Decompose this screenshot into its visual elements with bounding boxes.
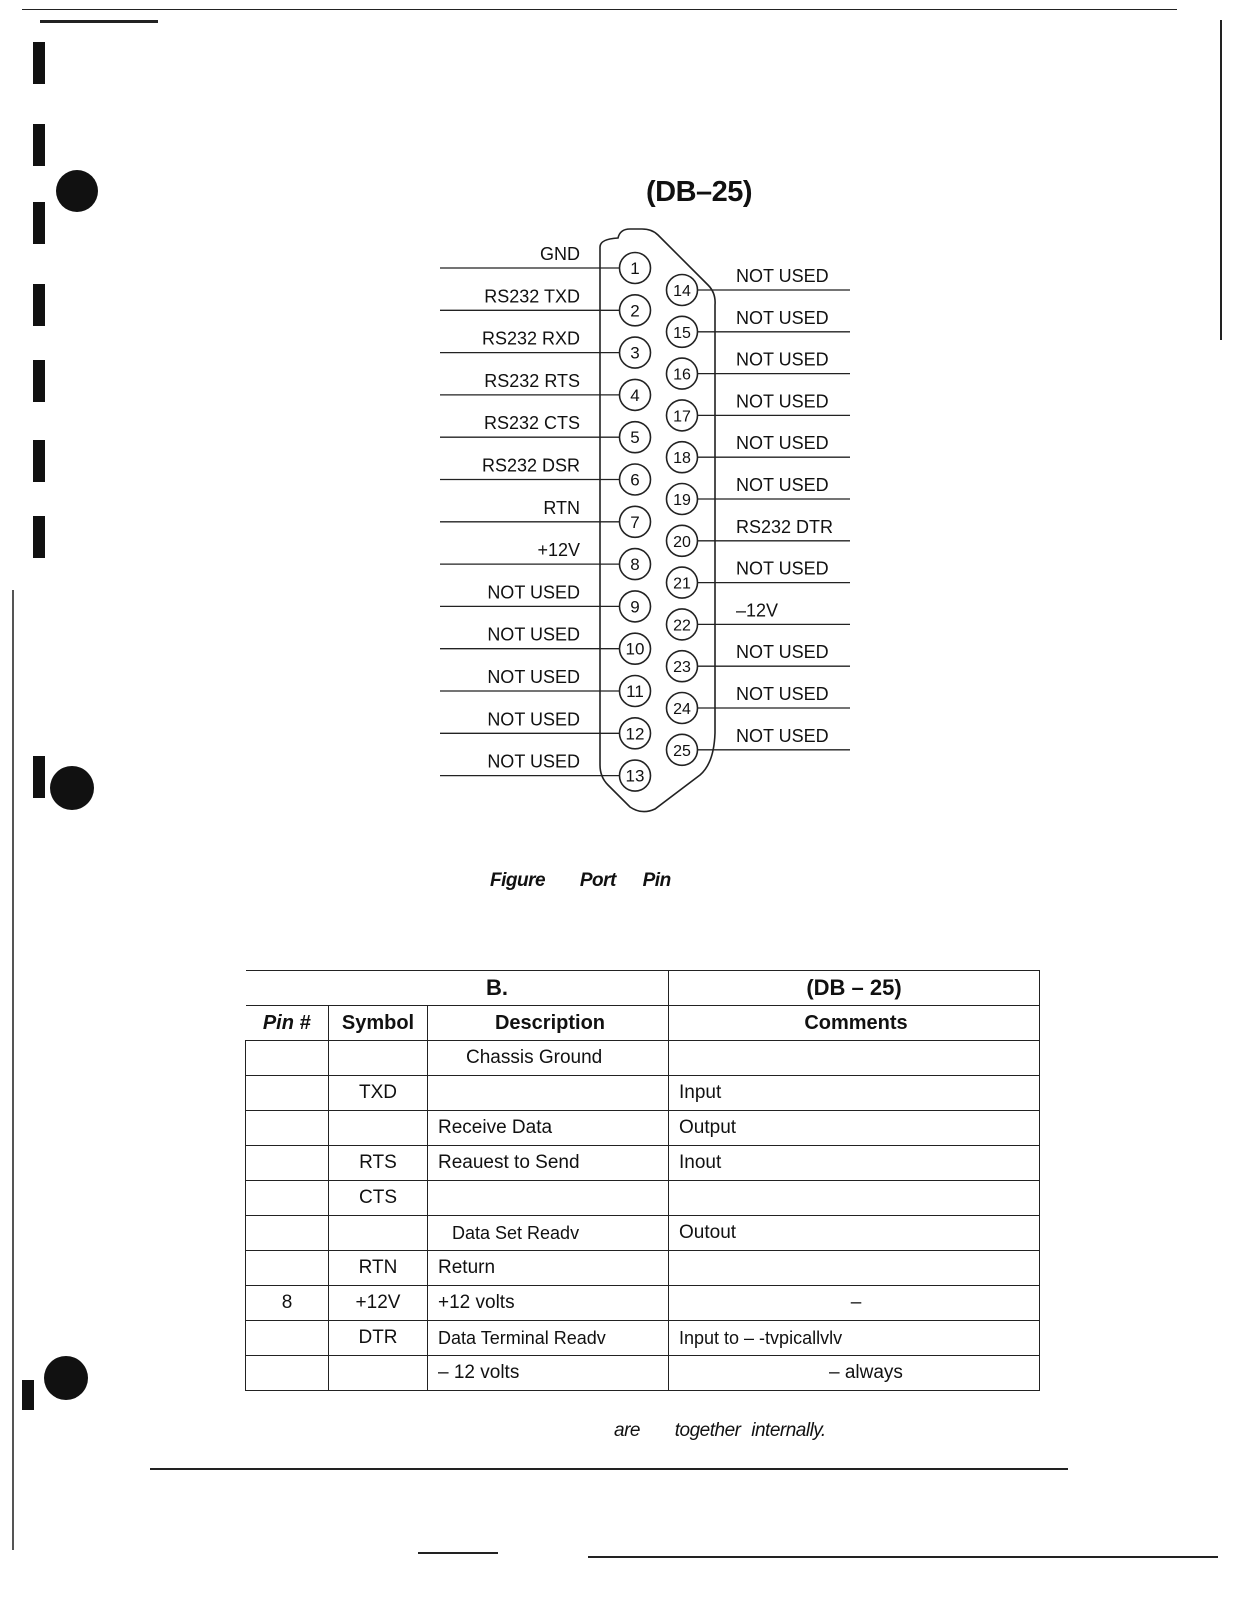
cell-comments (669, 1251, 1040, 1286)
cell-pin: 8 (246, 1286, 329, 1321)
pin-number: 9 (630, 597, 640, 617)
caption-word-pin: Pin (642, 870, 671, 891)
cell-pin (246, 1321, 329, 1356)
pin-number: 14 (673, 283, 691, 300)
figure-caption (490, 870, 671, 892)
pin-number: 10 (625, 639, 645, 659)
cell-description: Receive Data (428, 1111, 669, 1146)
pin-label: NOT USED (736, 642, 829, 663)
cell-description (428, 1181, 669, 1216)
pin-label: NOT USED (487, 582, 580, 603)
pin-label: +12V (537, 540, 580, 561)
cell-symbol (329, 1041, 428, 1076)
pin-number: 12 (625, 724, 645, 744)
binder-mark (33, 440, 45, 482)
pin-label: NOT USED (736, 558, 829, 579)
pin-label: RS232 RTS (484, 370, 580, 391)
pin-label: NOT USED (736, 433, 829, 454)
binder-mark (33, 360, 45, 402)
pin-label: RS232 RXD (481, 328, 580, 349)
connector-shell (600, 229, 715, 812)
pin-number: 20 (673, 533, 691, 551)
note-word-internally: internally. (751, 1420, 826, 1441)
pin-label: NOT USED (736, 684, 829, 704)
pin-number: 24 (673, 701, 691, 718)
pin-label: NOT USED (736, 266, 829, 286)
cell-description: Data Terminal Readv (428, 1321, 669, 1356)
pin-number: 6 (630, 470, 640, 490)
cell-symbol: TXD (329, 1076, 428, 1111)
table-row (246, 1321, 1040, 1356)
pin-number: 16 (673, 366, 691, 384)
cell-pin (246, 1146, 329, 1181)
pin-label: NOT USED (736, 475, 829, 495)
binder-hole (44, 1356, 88, 1400)
binder-hole (50, 766, 94, 810)
table-footnote (614, 1420, 826, 1442)
pin-label: RS232 TXD (484, 286, 580, 307)
pin-number: 2 (630, 301, 640, 321)
pin-number: 21 (673, 575, 691, 593)
cell-description: +12 volts (428, 1286, 669, 1321)
table-header-row (246, 1006, 1040, 1041)
binder-hole (56, 170, 98, 212)
footer-mark-left (418, 1552, 498, 1554)
right-edge-line (1220, 20, 1222, 340)
pin-number: 22 (673, 617, 691, 635)
pin-number: 17 (673, 408, 691, 426)
table-row (246, 1146, 1040, 1181)
pin-number: 7 (630, 512, 640, 532)
table-row (246, 1251, 1040, 1286)
pin-number: 25 (673, 742, 691, 760)
pin-label: NOT USED (487, 709, 580, 730)
cell-symbol (329, 1356, 428, 1391)
table-row (246, 1181, 1040, 1216)
pin-label: NOT USED (487, 624, 580, 645)
cell-comments (669, 1041, 1040, 1076)
pin-label: NOT USED (487, 667, 580, 687)
pin-label: NOT USED (736, 307, 829, 328)
header-comments: Comments (669, 1006, 1040, 1041)
note-word-are: are (614, 1420, 640, 1441)
table-row (246, 1076, 1040, 1111)
pin-number: 1 (630, 259, 640, 278)
pin-number: 19 (673, 492, 691, 509)
cell-symbol (329, 1111, 428, 1146)
cell-symbol: DTR (329, 1321, 428, 1356)
pin-number: 4 (630, 385, 640, 405)
table-row (246, 1356, 1040, 1391)
pin-label: RS232 DSR (481, 455, 580, 476)
cell-description (428, 1076, 669, 1111)
cell-comments: Outout (669, 1216, 1040, 1251)
table-title-right: (DB – 25) (806, 975, 902, 1000)
binder-mark (33, 756, 45, 798)
cell-pin (246, 1251, 329, 1286)
cell-comments: Output (669, 1111, 1040, 1146)
pin-number: 3 (630, 343, 640, 363)
pin-number: 23 (673, 659, 691, 677)
pin-label: NOT USED (736, 725, 829, 746)
diagram-title: (DB–25) (646, 176, 753, 208)
bottom-rule (150, 1468, 1068, 1470)
binder-mark (33, 516, 45, 558)
table-row (246, 1041, 1040, 1076)
cell-symbol: RTS (329, 1146, 428, 1181)
top-left-mark (40, 20, 158, 23)
pin-number: 5 (630, 428, 640, 448)
pin-label: RS232 DTR (736, 516, 834, 537)
cell-symbol: +12V (329, 1286, 428, 1321)
binder-mark (22, 1380, 34, 1410)
footer-mark-right (588, 1556, 1218, 1558)
cell-description: Chassis Ground (428, 1041, 669, 1076)
caption-word-figure: Figure (490, 870, 546, 891)
cell-symbol: CTS (329, 1181, 428, 1216)
pin-label: NOT USED (487, 751, 580, 772)
left-edge-line (12, 590, 14, 1550)
pin-number: 8 (630, 555, 640, 575)
cell-description: – 12 volts (428, 1356, 669, 1391)
pin-label: NOT USED (736, 349, 829, 370)
table-title-row (246, 971, 1040, 1006)
binder-mark (33, 202, 45, 244)
pin-label: GND (540, 244, 580, 264)
cell-comments (669, 1181, 1040, 1216)
cell-pin (246, 1076, 329, 1111)
cell-comments: Input to – -tvpicallvlv (669, 1321, 1040, 1356)
table-title-left: B. (486, 975, 508, 1000)
pin-number: 18 (673, 450, 691, 468)
db25-connector-diagram (430, 225, 860, 825)
pin-number: 15 (673, 324, 691, 342)
cell-comments: – (669, 1286, 1040, 1321)
cell-description: Data Set Readv (428, 1216, 669, 1251)
cell-description: Reauest to Send (428, 1146, 669, 1181)
cell-comments: Inout (669, 1146, 1040, 1181)
cell-symbol: RTN (329, 1251, 428, 1286)
cell-comments: – always (669, 1356, 1040, 1391)
cell-description: Return (428, 1251, 669, 1286)
pin-label: –12V (736, 600, 779, 621)
cell-pin (246, 1216, 329, 1251)
header-symbol: Symbol (329, 1006, 428, 1041)
pin-number: 11 (626, 682, 644, 701)
table-row (246, 1286, 1040, 1321)
pin-label: NOT USED (736, 391, 829, 412)
binder-mark (33, 42, 45, 84)
cell-pin (246, 1181, 329, 1216)
table-row (246, 1216, 1040, 1251)
cell-symbol (329, 1216, 428, 1251)
note-word-together: together (674, 1420, 741, 1441)
binder-mark (33, 284, 45, 326)
pin-label: RTN (543, 497, 580, 518)
binder-mark (33, 124, 45, 166)
pin-assignment-table (245, 970, 1040, 1391)
header-pin: Pin # (246, 1006, 329, 1041)
cell-pin (246, 1356, 329, 1391)
cell-pin (246, 1111, 329, 1146)
caption-word-port: Port (579, 870, 616, 891)
pin-number: 13 (625, 766, 645, 786)
table-row (246, 1111, 1040, 1146)
cell-pin (246, 1041, 329, 1076)
cell-comments: Input (669, 1076, 1040, 1111)
pin-label: RS232 CTS (483, 413, 580, 434)
header-description: Description (428, 1006, 669, 1041)
top-rule (22, 9, 1177, 10)
